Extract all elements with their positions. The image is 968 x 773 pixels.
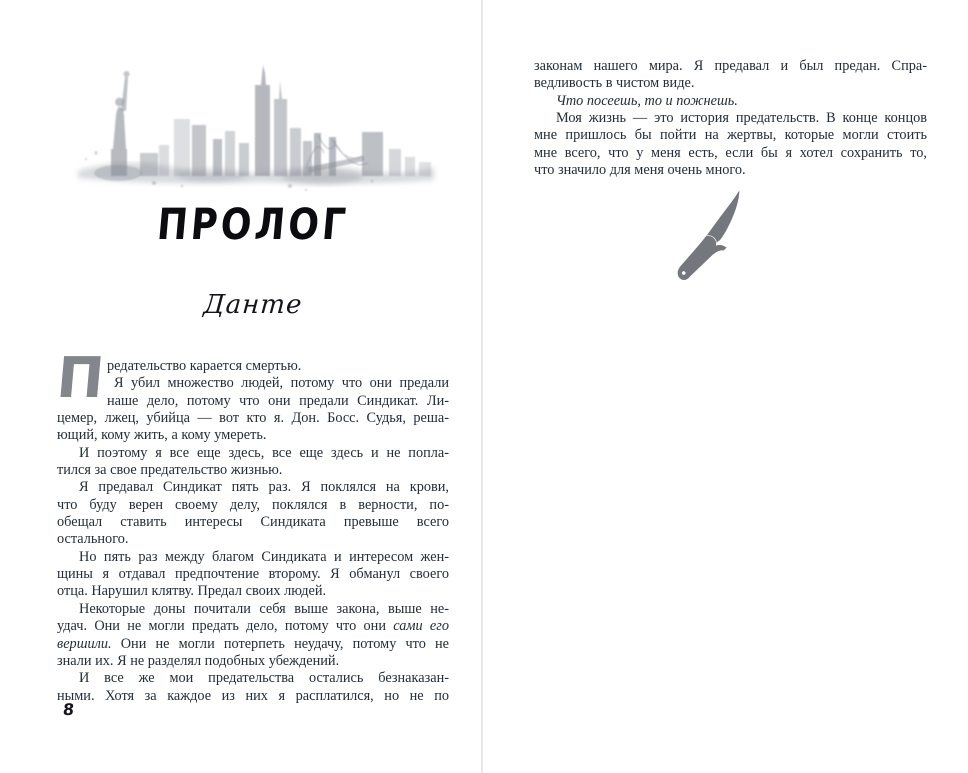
text-line: [57, 427, 449, 444]
left-page: [0, 0, 481, 773]
prologue-title: ПРОЛОГ: [155, 200, 351, 250]
text-line: [57, 393, 449, 410]
page-number: 8: [62, 700, 76, 719]
text-segment: Некоторые доны почитали себя выше закона, выше не-: [79, 600, 449, 617]
text-segment: Моя жизнь — это история предательств. В конце концов: [556, 110, 927, 127]
text-segment: ными. Хотя за каждое из них я расплатился, но не по: [57, 687, 449, 704]
italic-text-segment: Что посеешь, то и пожнешь.: [556, 92, 738, 109]
chapter-name: Данте: [202, 290, 304, 320]
text-line: [57, 445, 449, 462]
text-segment: И все же мои предательства остались безнаказан-: [79, 670, 449, 687]
text-line: [57, 358, 449, 375]
text-segment: щины я отдавал предпочтение второму. Я обманул своего: [57, 566, 449, 583]
text-segment: наше дело, потому что они предали Синдикат. Ли-: [107, 392, 449, 409]
italic-text-segment: вершили.: [57, 635, 112, 652]
text-line: [57, 375, 449, 392]
text-line: [57, 670, 449, 687]
text-segment: Я предавал Синдикат пять раз. Я поклялся на крови,: [79, 479, 449, 496]
left-page-text: [54, 346, 450, 705]
text-segment: И поэтому я все еще здесь, все еще здесь и не попла-: [79, 444, 449, 461]
text-segment: мне пришлось бы пойти на жертвы, которые могли стоить: [534, 127, 927, 144]
drop-cap: П: [54, 346, 107, 411]
text-segment: ведливость в чистом виде.: [534, 75, 695, 92]
text-line: [534, 145, 927, 162]
text-segment: остального.: [57, 531, 129, 548]
text-segment: Они не могли потерпеть неудачу, потому что не: [111, 635, 449, 652]
italic-text-segment: сами его: [393, 618, 450, 635]
text-line: [57, 583, 449, 600]
text-line: [57, 653, 449, 670]
text-segment: мне всего, что у меня есть, если бы я хотел сохранить то,: [534, 144, 927, 161]
text-line: [57, 410, 449, 427]
text-segment: тился за свое предательство жизнью.: [57, 462, 283, 479]
text-line: [57, 549, 449, 566]
text-segment: отца. Нарушил клятву. Предал своих людей.: [57, 583, 327, 600]
knife-illustration: [663, 184, 768, 294]
right-page-text: [534, 58, 927, 179]
text-line: [534, 93, 927, 110]
text-segment: что значило для меня очень много.: [534, 162, 746, 179]
text-segment: цемер, лжец, убийца — вот кто я. Дон. Босс. Судья, реша-: [57, 410, 449, 427]
text-segment: что буду верен своему делу, поклялся в верности, по-: [57, 496, 449, 513]
text-segment: Я убил множество людей, потому что они предали: [114, 375, 449, 392]
text-line: [534, 127, 927, 144]
text-line: [57, 497, 449, 514]
text-segment: Но пять раз между благом Синдиката и интересом жен-: [79, 548, 449, 565]
skyline-illustration: [62, 52, 446, 204]
text-line: [57, 601, 449, 618]
text-segment: удач. Они не могли предать дело, потому что они: [57, 618, 394, 635]
text-line: [57, 514, 449, 531]
text-line: [57, 688, 449, 705]
text-line: [57, 462, 449, 479]
text-segment: ющий, кому жить, а кому умереть.: [57, 427, 267, 444]
text-line: [534, 110, 927, 127]
text-line: [534, 58, 927, 75]
text-line: [534, 75, 927, 92]
right-page: [483, 0, 968, 773]
text-line: [57, 566, 449, 583]
text-line: [57, 531, 449, 548]
text-line: [57, 618, 449, 635]
text-segment: знали их. Я не разделял подобных убеждений.: [57, 652, 340, 669]
text-segment: законам нашего мира. Я предавал и был предан. Спра-: [534, 58, 927, 74]
text-line: [57, 636, 449, 653]
text-line: [57, 479, 449, 496]
text-segment: редательство карается смертью.: [107, 358, 302, 374]
text-segment: обещал ставить интересы Синдиката превыше всего: [57, 514, 449, 531]
text-line: [534, 162, 927, 179]
